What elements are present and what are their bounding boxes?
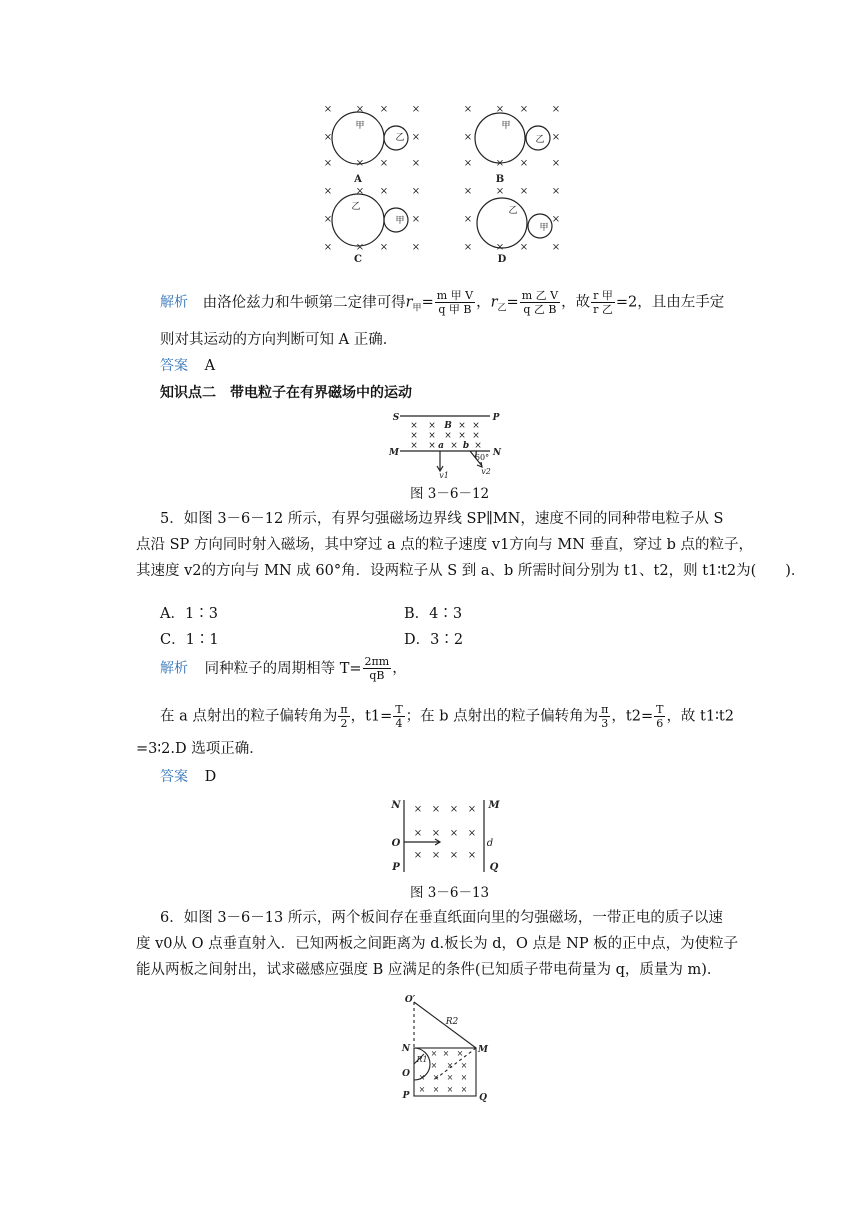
svg-text:×: ×: [463, 242, 473, 253]
svg-text:×: ×: [519, 104, 529, 115]
svg-text:×: ×: [379, 186, 389, 197]
answer-label: 答案: [160, 358, 188, 374]
svg-text:M: M: [478, 1045, 488, 1055]
svg-text:×: ×: [450, 441, 458, 451]
svg-text:b: b: [462, 441, 470, 451]
svg-text:甲: 甲: [395, 216, 405, 226]
svg-text:×: ×: [431, 850, 441, 861]
svg-text:×: ×: [379, 242, 389, 253]
frac-ratio: $\frac{\text{r 甲}}{\text{r 乙}}$: [593, 289, 613, 316]
svg-text:×: ×: [460, 1085, 468, 1094]
q4-answer: 答案 A: [160, 358, 216, 374]
svg-text:M: M: [389, 448, 399, 458]
svg-text:P: P: [492, 413, 500, 423]
panel-d-crosses: [464, 186, 560, 253]
svg-text:×: ×: [467, 850, 477, 861]
svg-text:甲: 甲: [355, 121, 365, 131]
svg-text:P: P: [392, 862, 400, 873]
figure-solution-radii: [394, 994, 504, 1106]
q5-answer: 答案 D: [160, 769, 217, 785]
svg-text:O: O: [402, 1069, 410, 1079]
panel-a-big-circle: [332, 112, 384, 164]
svg-text:×: ×: [323, 104, 333, 115]
svg-text:×: ×: [418, 1073, 426, 1082]
q5-line1: 5．如图 3－6－12 所示，有界匀强磁场边界线 SP∥MN，速度不同的同种带电粒子从 S: [160, 511, 724, 527]
svg-text:R2: R2: [445, 1017, 459, 1027]
q5-jiexi-line2: 在 a 点射出的粒子偏转角为 $\frac{\pi}{2}$ ，t1= $\frac{T}{4}$ ；在 b 点射出的粒子偏转角为 $\frac{\pi}{3}$ ，t2= $\frac{T}{6}$ ，故 t1∶t2: [160, 703, 734, 730]
svg-text:×: ×: [467, 828, 477, 839]
svg-text:×: ×: [432, 1085, 440, 1094]
svg-text:×: ×: [428, 421, 436, 431]
svg-text:60°: 60°: [474, 453, 490, 462]
q5-line2: 点沿 SP 方向同时射入磁场，其中穿过 a 点的粒子速度 v1方向与 MN 垂直，穿过 b 点的粒子，: [136, 537, 754, 553]
q5-option-b: B．4∶3: [404, 606, 463, 622]
frac-r-jia: $\frac{\text{m 甲 V}}{\text{q 甲 B}}$: [436, 289, 474, 316]
frac-period: $\frac{2\pi m}{qB}$: [364, 655, 390, 682]
figure-caption-3-6-12: 图 3－6－12: [410, 486, 490, 502]
panel-b-big-circle: [475, 113, 525, 163]
q4-jiexi-line1: 解析 由洛伦兹力和牛顿第二定律可得$r_甲=$ $\frac{\text{m 甲 V}}{\text{q 甲 B}}$ ，$r_乙=$ $\frac{\text{m 乙 V}}{\text{q 乙 B}}$ ，故 $\frac{\text{r 甲}}{\text{r 乙}}$ =2，且由左手定: [160, 289, 725, 316]
svg-text:×: ×: [379, 104, 389, 115]
q5-jiexi-line3: =3∶2.D 选项正确．: [136, 741, 264, 757]
svg-text:×: ×: [551, 242, 561, 253]
svg-text:×: ×: [449, 828, 459, 839]
svg-text:Q: Q: [489, 862, 499, 873]
svg-text:×: ×: [449, 850, 459, 861]
jiexi-label: 解析: [160, 294, 188, 311]
panel-d-big-circle: [477, 198, 527, 248]
svg-text:B: B: [444, 421, 452, 431]
svg-text:×: ×: [432, 1073, 440, 1082]
svg-text:×: ×: [495, 242, 505, 253]
svg-text:×: ×: [413, 828, 423, 839]
svg-text:×: ×: [413, 850, 423, 861]
svg-text:v2: v2: [481, 467, 491, 476]
svg-text:S: S: [392, 413, 400, 423]
frac-pi-3: $\frac{\pi}{3}$: [601, 703, 609, 730]
q6-line3: 能从两板之间射出，试求磁感应强度 B 应满足的条件(已知质子带电荷量为 q，质量为 m)．: [136, 962, 722, 978]
svg-text:×: ×: [472, 421, 480, 431]
q5-option-c: C．1∶1: [160, 632, 219, 648]
svg-text:×: ×: [410, 421, 418, 431]
svg-text:A: A: [354, 174, 362, 185]
svg-text:R1: R1: [416, 1055, 428, 1064]
svg-text:D: D: [497, 254, 507, 265]
svg-text:×: ×: [446, 1073, 454, 1082]
svg-text:M: M: [488, 800, 500, 811]
svg-text:乙: 乙: [351, 202, 361, 212]
svg-text:×: ×: [463, 214, 473, 225]
svg-text:×: ×: [519, 242, 529, 253]
svg-text:乙: 乙: [535, 135, 545, 145]
svg-text:乙: 乙: [508, 206, 518, 216]
svg-text:a: a: [438, 441, 444, 451]
svg-text:×: ×: [355, 186, 365, 197]
svg-text:甲: 甲: [501, 121, 511, 131]
frac-r-yi: $\frac{\text{m 乙 V}}{\text{q 乙 B}}$: [521, 289, 559, 316]
svg-text:×: ×: [446, 1085, 454, 1094]
svg-text:d: d: [486, 838, 494, 849]
svg-text:×: ×: [411, 242, 421, 253]
frac-t-6: $\frac{T}{6}$: [656, 703, 664, 730]
svg-text:×: ×: [458, 421, 466, 431]
figure-caption-3-6-13: 图 3－6－13: [410, 885, 490, 901]
svg-text:N: N: [391, 800, 401, 811]
svg-text:×: ×: [410, 441, 418, 451]
svg-text:×: ×: [323, 242, 333, 253]
svg-text:×: ×: [355, 158, 365, 169]
svg-text:×: ×: [411, 214, 421, 225]
svg-text:×: ×: [413, 804, 423, 815]
svg-text:×: ×: [460, 1073, 468, 1082]
q5-jiexi-line1: 解析 同种粒子的周期相等 T= $\frac{2\pi m}{qB}$ ，: [160, 655, 407, 682]
svg-text:×: ×: [458, 431, 466, 441]
svg-text:甲: 甲: [539, 223, 549, 233]
svg-text:×: ×: [551, 158, 561, 169]
svg-text:×: ×: [472, 431, 480, 441]
svg-text:×: ×: [323, 132, 333, 143]
svg-text:×: ×: [431, 804, 441, 815]
jiexi-label: 解析: [160, 660, 188, 677]
svg-text:C: C: [354, 254, 362, 265]
svg-text:×: ×: [463, 132, 473, 143]
svg-text:×: ×: [323, 158, 333, 169]
svg-text:×: ×: [430, 1049, 438, 1058]
svg-text:×: ×: [463, 104, 473, 115]
svg-text:×: ×: [410, 431, 418, 441]
q6-line1: 6．如图 3－6－13 所示，两个板间存在垂直纸面向里的匀强磁场，一带正电的质子以速: [160, 910, 723, 926]
svg-text:乙: 乙: [395, 133, 405, 143]
frac-t-4: $\frac{T}{4}$: [395, 703, 403, 730]
svg-text:×: ×: [444, 431, 452, 441]
section-title: 知识点二 带电粒子在有界磁场中的运动: [160, 385, 412, 401]
svg-text:×: ×: [428, 431, 436, 441]
answer-label: 答案: [160, 769, 188, 785]
svg-text:×: ×: [456, 1049, 464, 1058]
q5-option-a: A．1∶3: [160, 606, 218, 622]
figure-3-6-13: [388, 796, 508, 876]
svg-text:×: ×: [495, 158, 505, 169]
svg-text:×: ×: [449, 804, 459, 815]
svg-text:N: N: [492, 448, 502, 458]
svg-text:×: ×: [446, 1061, 454, 1070]
q4-jiexi-line2: 则对其运动的方向判断可知 A 正确．: [160, 332, 398, 348]
svg-text:×: ×: [495, 186, 505, 197]
figure-3-6-12: [386, 408, 506, 478]
svg-text:×: ×: [379, 158, 389, 169]
svg-text:×: ×: [519, 186, 529, 197]
panel-c-crosses: [324, 186, 420, 253]
svg-text:×: ×: [418, 1085, 426, 1094]
svg-text:×: ×: [355, 104, 365, 115]
svg-text:×: ×: [431, 828, 441, 839]
svg-text:×: ×: [411, 132, 421, 143]
svg-text:Q: Q: [479, 1093, 487, 1103]
svg-text:×: ×: [551, 132, 561, 143]
figure-options-abcd: [310, 98, 570, 266]
q5-line3: 其速度 v2的方向与 MN 成 60°角．设两粒子从 S 到 a、b 所需时间分别为 t1、t2，则 t1∶t2为( )．: [136, 563, 806, 579]
svg-text:×: ×: [430, 1061, 438, 1070]
svg-text:×: ×: [460, 1061, 468, 1070]
svg-text:B: B: [495, 174, 505, 185]
svg-text:×: ×: [463, 158, 473, 169]
frac-pi-2: $\frac{\pi}{2}$: [340, 703, 348, 730]
svg-text:N: N: [401, 1044, 411, 1054]
svg-text:×: ×: [411, 158, 421, 169]
svg-text:O′: O′: [404, 995, 416, 1005]
svg-text:P: P: [402, 1091, 410, 1101]
q6-line2: 度 v0从 O 点垂直射入．已知两板之间距离为 d.板长为 d，O 点是 NP 板的正中点，为使粒子: [136, 936, 739, 952]
svg-text:×: ×: [519, 158, 529, 169]
svg-text:×: ×: [442, 1049, 450, 1058]
svg-text:×: ×: [467, 804, 477, 815]
svg-text:×: ×: [323, 214, 333, 225]
svg-text:×: ×: [551, 186, 561, 197]
svg-text:×: ×: [495, 104, 505, 115]
svg-text:×: ×: [551, 214, 561, 225]
svg-text:v1: v1: [439, 471, 449, 478]
svg-text:×: ×: [323, 186, 333, 197]
svg-text:×: ×: [474, 441, 482, 451]
svg-text:O: O: [391, 838, 401, 849]
svg-text:×: ×: [411, 186, 421, 197]
svg-text:×: ×: [411, 104, 421, 115]
svg-text:×: ×: [355, 242, 365, 253]
svg-text:×: ×: [463, 186, 473, 197]
q5-option-d: D．3∶2: [404, 632, 464, 648]
svg-text:×: ×: [428, 441, 436, 451]
svg-text:×: ×: [551, 104, 561, 115]
